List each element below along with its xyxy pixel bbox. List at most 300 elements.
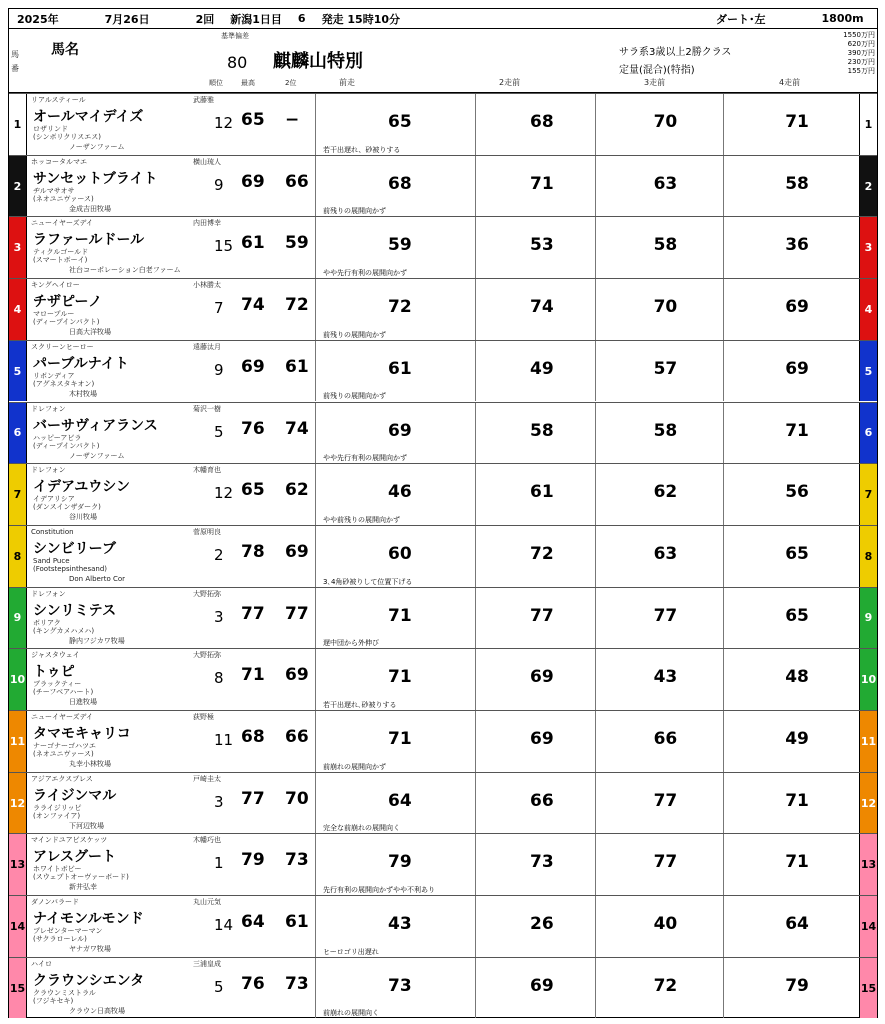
race-no: 6 <box>297 12 306 25</box>
surface: ダート･左 <box>716 12 766 26</box>
runner-row <box>9 93 877 155</box>
past-race <box>595 834 723 895</box>
dam-sire: (キングカメハメハ) <box>33 626 95 635</box>
trainer: 武藤雅 <box>193 96 214 104</box>
prize-item: 1550万円 <box>843 31 875 39</box>
race-comment: 若干出遅れ､砂被りする <box>323 700 397 709</box>
past-race <box>723 711 859 772</box>
horse-number-left: 8 <box>9 526 27 587</box>
past-score: 46 <box>388 482 412 503</box>
horse-name: ナイモンルモンド <box>33 911 144 928</box>
second-score: 70 <box>285 788 309 809</box>
past-score: 79 <box>785 975 809 996</box>
prize-item: 155万円 <box>847 67 875 75</box>
past-score: 77 <box>653 605 678 626</box>
rank: 3 <box>214 607 224 626</box>
runner-row <box>9 402 877 464</box>
dam: マロープルー <box>33 310 75 319</box>
runner-row <box>9 587 877 649</box>
past-score: 66 <box>653 729 678 749</box>
rank: 12 <box>214 114 234 132</box>
dam: クラウンミストラル <box>33 988 96 997</box>
past-score: 77 <box>653 790 678 811</box>
past-score: 69 <box>388 420 412 441</box>
sire: ドレフォン <box>31 466 66 475</box>
past-score: 49 <box>785 729 809 749</box>
past-score: 70 <box>653 297 678 318</box>
dam-sire: (Footstepsinthesand) <box>33 564 108 573</box>
second-score: 77 <box>285 603 309 624</box>
race-comment: 前残りの展開向かず <box>323 330 386 339</box>
race-comment: やや先行有利の展開向かず <box>323 269 407 278</box>
past-score: 68 <box>530 112 554 132</box>
trainer: 内田博幸 <box>193 219 221 228</box>
horse-name: クラウンシエンタ <box>33 972 145 989</box>
horse-name: アレスグート <box>33 849 117 866</box>
race-cond: 定量(混合)(特指) <box>619 65 695 76</box>
rank: 8 <box>214 669 224 688</box>
horse-number-right: 14 <box>859 896 877 957</box>
dam-sire: (ネオユニヴァース) <box>33 194 94 203</box>
past-race <box>723 156 859 217</box>
dam: ロザリンド <box>33 125 68 133</box>
dam: ラライジリッピ <box>33 803 82 812</box>
max-score: 77 <box>241 603 265 624</box>
second-score: 62 <box>285 480 309 501</box>
past-race <box>595 711 723 772</box>
horse-number-right: 8 <box>859 526 877 587</box>
past-score: 62 <box>653 482 678 503</box>
past-score: 64 <box>785 914 809 935</box>
trainer: 遠藤汰月 <box>193 342 221 351</box>
horse-name: イデアユウシン <box>33 479 130 496</box>
past-race <box>723 217 859 278</box>
owner: 木村牧場 <box>69 389 97 398</box>
race-info <box>9 29 877 93</box>
past-score: 70 <box>653 112 678 132</box>
past-race <box>723 958 859 1019</box>
past-race <box>723 834 859 895</box>
runner-row <box>9 833 877 895</box>
past-score: 72 <box>653 975 678 996</box>
past-race <box>595 341 723 402</box>
past-race <box>475 649 595 710</box>
horse-name: チザピーノ <box>33 294 103 311</box>
kai: 2回 <box>195 12 215 26</box>
owner: 日進牧場 <box>69 698 97 707</box>
past-score: 69 <box>530 667 554 688</box>
max-score: 65 <box>241 110 265 130</box>
past-race <box>595 526 723 587</box>
horse-number-left: 4 <box>9 279 27 340</box>
trainer: 戸崎圭太 <box>193 774 221 783</box>
race-comment: 前崩れの展開向く <box>323 1009 379 1018</box>
race-comment: ヒーロゴリ出遅れ <box>323 947 379 956</box>
past-race <box>723 773 859 834</box>
rank: 5 <box>214 977 224 996</box>
dam-sire: (オンファイア) <box>33 811 81 820</box>
owner: 丸幸小林牧場 <box>69 760 111 768</box>
sire: ニューイヤーズデイ <box>31 219 94 228</box>
trainer: 菊沢一樹 <box>193 404 221 413</box>
second-score: 66 <box>285 171 309 192</box>
past-race <box>475 896 595 957</box>
past-score: 48 <box>785 667 809 688</box>
past-score: 58 <box>653 420 678 441</box>
past-race <box>475 773 595 834</box>
past-race <box>595 958 723 1019</box>
trainer: 木幡巧也 <box>193 836 221 845</box>
second-score: 59 <box>285 233 309 254</box>
max-score: 79 <box>241 850 265 871</box>
trainer: 丸山元気 <box>193 898 221 907</box>
dam-sire: (アグネスタキオン) <box>33 379 95 388</box>
sire: キングヘイロー <box>31 281 80 290</box>
horse-number-left: 13 <box>9 834 27 895</box>
max-score: 68 <box>241 727 265 747</box>
horse-number-left: 5 <box>9 341 27 402</box>
past-score: 74 <box>530 297 554 318</box>
dam: イデアリシア <box>33 495 75 504</box>
sire: スクリーンヒーロー <box>31 342 94 351</box>
past-score: 71 <box>388 667 412 688</box>
dam-sire: (ダンスインザダーク) <box>33 503 101 512</box>
rank: 9 <box>214 175 224 194</box>
race-comment: 若干出遅れ、砂被りする <box>323 145 401 154</box>
rank: 3 <box>214 792 224 811</box>
horse-number-right: 3 <box>859 217 877 278</box>
past-score: 69 <box>530 975 554 996</box>
dam-sire: (スウェプトオーヴァーボード) <box>33 873 129 882</box>
dam: ハッピーアビラ <box>33 433 82 442</box>
rank: 14 <box>214 916 234 935</box>
horse-name: バーサヴィアランス <box>33 417 158 434</box>
runner-row <box>9 648 877 710</box>
past-score: 58 <box>785 173 809 194</box>
trainer: 小林勝太 <box>193 281 221 290</box>
sire: ホッコータルマエ <box>31 157 87 166</box>
dam-sire: (ディープインパクト) <box>33 318 100 327</box>
base-value: 80 <box>227 53 248 72</box>
past-race <box>475 156 595 217</box>
past-score: 71 <box>785 852 809 873</box>
sire: マインドユアビスケッツ <box>31 836 108 845</box>
ban-label: 番 <box>11 64 19 73</box>
past-race <box>475 279 595 340</box>
runner-row <box>9 340 877 402</box>
max-score: 71 <box>241 665 265 686</box>
past-score: 63 <box>653 543 678 564</box>
horse-name: オールマイデイズ <box>33 109 144 125</box>
trainer: 三浦皇成 <box>193 959 221 968</box>
horse-number-right: 6 <box>859 403 877 464</box>
race-sheet <box>8 8 878 1018</box>
dam-sire: (フジキセキ) <box>33 996 74 1005</box>
past-score: 79 <box>388 852 412 873</box>
col-2: 2走前 <box>499 78 521 87</box>
max-score: 76 <box>241 973 265 994</box>
past-score: 40 <box>653 914 678 935</box>
dam: ナーゴナーゴハツエ <box>33 742 96 750</box>
trainer: 菅原明良 <box>193 527 221 536</box>
trainer: 横山琉人 <box>193 157 221 166</box>
past-score: 36 <box>785 235 809 256</box>
past-score: 63 <box>653 173 678 194</box>
race-name: 麒麟山特別 <box>273 51 363 72</box>
dam: ボリアク <box>33 618 61 627</box>
prize-item: 620万円 <box>847 40 875 48</box>
prize-item: 390万円 <box>847 49 875 57</box>
horse-number-right: 1 <box>859 94 877 155</box>
horse-number-left: 14 <box>9 896 27 957</box>
past-score: 71 <box>530 173 554 194</box>
horse-number-left: 2 <box>9 156 27 217</box>
sire: アジアエクスプレス <box>31 774 93 783</box>
horse-number-left: 6 <box>9 403 27 464</box>
past-race <box>595 156 723 217</box>
past-score: 69 <box>530 729 554 749</box>
race-comment: やや前残りの展開向かず <box>323 515 400 524</box>
dam: ブラックティー <box>33 680 82 689</box>
sire: ドレフォン <box>31 404 66 413</box>
past-race <box>475 588 595 649</box>
sire: ダノンバラード <box>31 898 80 907</box>
owner: クラウン日高牧場 <box>69 1006 125 1015</box>
owner: 谷川牧場 <box>69 513 97 522</box>
dam: リボンディア <box>33 371 75 380</box>
dam: Sand Puce <box>33 556 70 565</box>
past-score: 72 <box>388 297 412 318</box>
second-score: 61 <box>285 356 309 377</box>
past-score: 58 <box>653 235 678 256</box>
sire: ハイロ <box>31 959 52 968</box>
col-3: 3走前 <box>644 78 666 87</box>
second-score: 66 <box>285 727 309 747</box>
distance: 1800m <box>821 12 864 25</box>
horse-name: シンビリーブ <box>33 540 116 557</box>
trainer: 大野拓弥 <box>193 651 221 660</box>
past-score: 71 <box>785 420 809 441</box>
rank: 1 <box>214 854 224 873</box>
rank: 2 <box>214 545 224 564</box>
past-race <box>723 94 859 155</box>
horse-col-label: 馬名 <box>51 42 79 58</box>
header-bar <box>9 9 877 29</box>
past-score: 77 <box>530 605 554 626</box>
race-comment: 遅中団から外伸び <box>323 639 379 648</box>
past-score: 59 <box>388 235 412 256</box>
past-race <box>475 834 595 895</box>
runner-row <box>9 278 877 340</box>
past-score: 26 <box>530 914 554 935</box>
past-score: 65 <box>388 112 412 132</box>
race-comment: 前残りの展開向かず <box>323 207 386 216</box>
col-4: 4走前 <box>779 78 801 87</box>
horse-number-left: 1 <box>9 94 27 155</box>
past-race <box>723 649 859 710</box>
dam-sire: (スマートボーイ) <box>33 256 88 265</box>
past-score: 58 <box>530 420 554 441</box>
past-race <box>475 341 595 402</box>
past-race <box>723 526 859 587</box>
past-race <box>595 217 723 278</box>
rank: 12 <box>214 484 234 503</box>
second-score: 73 <box>285 850 309 871</box>
past-score: 60 <box>388 543 412 564</box>
past-score: 72 <box>530 543 554 564</box>
past-score: 73 <box>530 852 554 873</box>
horse-name: パーブルナイト <box>33 355 129 372</box>
past-race <box>723 464 859 525</box>
past-score: 56 <box>785 482 809 503</box>
date: 7月26日 <box>104 12 150 26</box>
past-race <box>595 588 723 649</box>
max-score: 78 <box>241 541 265 562</box>
horse-number-right: 9 <box>859 588 877 649</box>
past-race <box>475 958 595 1019</box>
owner: 日高大洋牧場 <box>69 328 111 337</box>
trainer: 木幡育也 <box>193 466 221 475</box>
past-score: 77 <box>653 852 678 873</box>
past-race <box>595 773 723 834</box>
past-race <box>723 403 859 464</box>
owner: 静内フジカワ牧場 <box>69 636 125 645</box>
horse-number-right: 7 <box>859 464 877 525</box>
past-race <box>595 403 723 464</box>
max-score: 76 <box>241 418 265 439</box>
race-comment: やや先行有利の展開向かず <box>323 454 407 463</box>
owner: 新井弘幸 <box>69 883 97 892</box>
past-race <box>595 896 723 957</box>
prize-table <box>799 31 875 76</box>
horse-number-left: 10 <box>9 649 27 710</box>
horse-name: トゥピ <box>33 664 75 681</box>
dam-sire: (ネオユニヴァース) <box>33 750 94 758</box>
race-comment: 完全な前崩れの展開向く <box>323 824 400 833</box>
race-comment: 前崩れの展開向かず <box>323 762 386 771</box>
owner: ヤナガワ牧場 <box>69 945 111 954</box>
owner: 下河辺牧場 <box>69 821 104 830</box>
owner: ノーザンファーム <box>69 451 125 460</box>
second-score: 61 <box>285 912 309 933</box>
second-score: 69 <box>285 665 309 686</box>
owner: 金成吉田牧場 <box>69 204 111 213</box>
past-score: 43 <box>653 667 678 688</box>
trainer: 大野拓弥 <box>193 589 221 598</box>
runner-row <box>9 463 877 525</box>
past-score: 69 <box>785 358 809 379</box>
dam-sire: (サクラローレル) <box>33 935 87 944</box>
dam: ティクルゴールド <box>33 248 89 257</box>
past-race <box>475 464 595 525</box>
runner-row <box>9 895 877 957</box>
dam: ホワイトボビー <box>33 865 82 874</box>
year: 2025年 <box>17 12 59 26</box>
past-score: 73 <box>388 975 412 996</box>
horse-number-left: 12 <box>9 773 27 834</box>
past-race <box>595 464 723 525</box>
start-time: 発走 15時10分 <box>321 12 401 26</box>
horse-number-right: 11 <box>859 711 877 772</box>
runner-row <box>9 957 877 1019</box>
horse-number-left: 9 <box>9 588 27 649</box>
past-score: 71 <box>785 790 809 811</box>
horse-name: タマモキャリコ <box>33 726 131 742</box>
second-label: 2位 <box>285 79 297 87</box>
rank-label: 順位 <box>209 79 223 87</box>
max-label: 最高 <box>241 79 255 87</box>
prize-item: 230万円 <box>847 58 875 66</box>
runner-row <box>9 772 877 834</box>
max-score: 69 <box>241 356 265 377</box>
horse-number-left: 7 <box>9 464 27 525</box>
past-score: 68 <box>388 173 412 194</box>
past-race <box>595 279 723 340</box>
past-score: 65 <box>785 605 809 626</box>
rank: 7 <box>214 299 224 318</box>
runner-row <box>9 216 877 278</box>
horse-name: シンリミテス <box>33 602 117 619</box>
past-score: 61 <box>388 358 412 379</box>
second-score: 73 <box>285 973 309 994</box>
past-score: 71 <box>785 112 809 132</box>
second-score: 74 <box>285 418 309 439</box>
owner: ノーザンファーム <box>69 143 125 151</box>
race-class: サラ系3歳以上2勝クラス <box>619 47 732 58</box>
max-score: 69 <box>241 171 265 192</box>
horse-number-right: 10 <box>859 649 877 710</box>
horse-name: サンセットブライト <box>33 170 158 187</box>
sire: ニューイヤーズデイ <box>31 713 94 721</box>
past-race <box>723 279 859 340</box>
past-race <box>723 896 859 957</box>
past-score: 49 <box>530 358 554 379</box>
trainer: 荻野極 <box>193 713 214 721</box>
col-prev: 前走 <box>339 78 355 87</box>
past-score: 65 <box>785 543 809 564</box>
past-score: 69 <box>785 297 809 318</box>
horse-number-right: 13 <box>859 834 877 895</box>
second-score: 69 <box>285 541 309 562</box>
dam: ヂルマサオサ <box>33 186 75 195</box>
past-score: 66 <box>530 790 554 811</box>
past-race <box>475 526 595 587</box>
max-score: 65 <box>241 480 265 501</box>
race-comment: 前残りの展開向かず <box>323 392 386 401</box>
day: 新潟1日目 <box>230 12 282 26</box>
horse-number-right: 15 <box>859 958 877 1019</box>
runner-row <box>9 155 877 217</box>
second-score: − <box>285 110 300 130</box>
horse-number-right: 2 <box>859 156 877 217</box>
runner-row <box>9 525 877 587</box>
past-score: 57 <box>653 358 678 379</box>
dam-sire: (ディープインパクト) <box>33 441 100 450</box>
horse-name: ライジンマル <box>33 787 117 804</box>
past-race <box>475 217 595 278</box>
rank: 15 <box>214 237 234 256</box>
past-race <box>475 711 595 772</box>
past-race <box>595 649 723 710</box>
past-score: 71 <box>388 729 412 749</box>
uma-label: 馬 <box>11 50 19 59</box>
past-race <box>723 588 859 649</box>
past-race <box>723 341 859 402</box>
past-score: 53 <box>530 235 554 256</box>
max-score: 61 <box>241 233 265 254</box>
horse-name: ラファールドール <box>33 232 145 249</box>
past-race <box>595 94 723 155</box>
